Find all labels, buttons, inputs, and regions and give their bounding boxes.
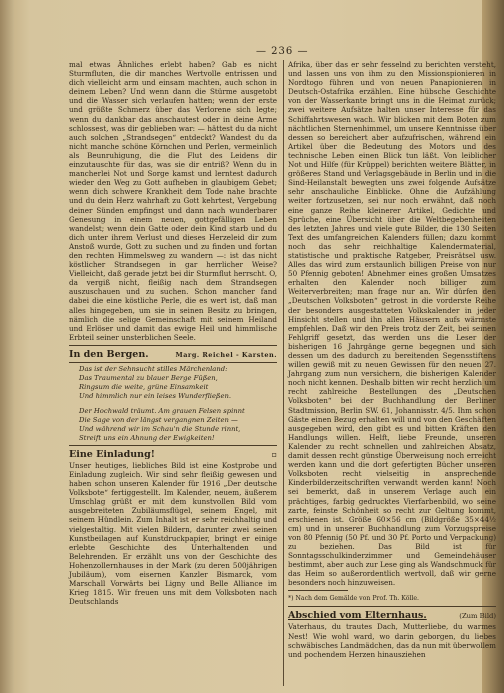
ornament-icon: ▫ [271, 449, 277, 459]
section-rule [69, 362, 277, 363]
poem-line: Ringsum die weite, grüne Einsamkeit [79, 382, 209, 391]
poem-author: Marg. Reichel - Karsten. [175, 350, 277, 359]
section-rule [69, 445, 277, 446]
farewell-heading [288, 609, 496, 622]
left-column [69, 60, 277, 606]
farewell-tag: (Zum Bild) [459, 612, 496, 621]
page-number: — 236 — [256, 46, 309, 57]
invite-paragraph: Unser heutiges, liebliches Bild ist eine Kostprobe und Einladung zugleich. Wir sind sehr fleißig gewesen und haben schon unseren Kalender für 1916 „Der deutsche Volksbote“ fertiggestellt. Im Kalender, neuem, äußerem Umschlag grüßt er mit dem kunstvollen Bild vom ausgebreiteten Zubiläumsflügel, seinem Engel, mit seinem Hündlein. Zum Inhalt ist er sehr reichhaltig und vielgestaltig. Mit vielen Bildern, darunter zwei seinen Kunstbeilagen auf Kunstdruckpapier, bringt er einige erlebte Geschichte des Unterhaltenden und Belehrenden. Er erzählt uns von der Geschichte des Hohenzollernhauses in der Mark (zu deren 500jährigen Jubiläum), vom eisernen Kanzler Bismarck, vom Marschall Vorwärts bei Ligny und Belle Alliance im Krieg 1815. Wir freuen uns mit dem Volksboten nach Deutschlands [69, 460, 277, 607]
section-rule [69, 345, 277, 346]
poem-line: Der Hochwald träumt. Am grauen Felsen spinnt [79, 406, 245, 415]
right-column [288, 60, 496, 659]
page-left-edge [0, 0, 14, 693]
poem-line: Und himmlich nur ein leises Wunderfließen. [79, 391, 232, 400]
main-paragraph: Afrika, über das er sehr fesselnd zu berichten versteht, und lassen uns von ihm zu den Missionspionieren in Nordtogo führen und von neuen Panapionieren in Deutsch-Ostafrika erzählen. Eine hübsche Geschichte von der Wasserkante bringt uns in die Heimat zurück; zwei weitere Aufsätze halten unser Interesse für das Schiffahrtswesen wach. Wir blicken mit dem Boten zum nächtlichen Sternenhimmel, um unsere Kenntnisse über dessen so bereichert aber aufzufrischen, während ein Artikel über die Bedeutung des Motors und des technische Leben einen Blick tun läßt. Von leiblicher Not und Hilfe (für Krüppel) berichten weitere Blätter, in größeres Stand und Verlagsgebäude in Berlin und in die Sind-Heilanstalt bewegten uns zwei folgende Aufsätze sehr anschauliche Einblicke. Ohne die Aufzählung weiter fortzusetzen, sei nur noch erwähnt, daß noch eine ganze Reihe kleinerer Artikel, Gedichte und Sprüche, eine Übersicht über die Weltbegebenheiten des letzten Jahres und viele gute Bilder, die 130 Seiten Text des umfangreichen Kalenders füllen; dazu kommt noch das sehr reichhaltige Kalendermaterial, statistische und praktische Ratgeber, Preisrätsel usw. Alles das wird zum erstaunlich billigen Preise von nur 50 Pfennig geboten! Abnehmer eines großen Umsatzes erhalten den Kalender noch billiger zum Weiterverbreiten; man frage nur an. Wir dürfen den „Deutschen Volksboten“ getrost in die vorderste Reihe der besonders ausgestatteten Volkskalender in jeder Hinsicht stellen und ihn allen Häusern aufs wärmste empfehlen. Daß wir den Preis trotz der Zeit, bei seinen Fehlgriff gesetzt, das werden uns die Leser der bisherigen 16 Jahrgänge gerne begegnen und sich dessen um des dadurch zu bereitenden Segensstiftens willen gewiß mit zu neuen Gewissen für den neuen 27. Jahrgang zum nun versichern, die bisherigen Kalender noch nicht kennen. Deshalb bitten wir recht herzlich um recht zahlreiche Bestellungen des „Deutschen Volksboten“ bei der Buchhandlung der Berliner Stadtmission, Berlin SW. 61, Johannisstr. 4/5. Ihm schon Gäste einen Bezug erhalten will und von den Geschäften ausgegeben wird, den gibt es und bitten Kräften den Handlungs willen. Helft, liebe Freunde, unseren Kalender zu recht schnellen und zahlreichen Absatz, damit dessen recht günstige Überweisung noch erreicht werden kann und die dort gefertigten Bücher unseren Volksboten recht vielseitig in ansprechende Kinderbilderzeitschriften verwandt werden kann! Noch sei bemerkt, daß in unserem Verlage auch ein prächtiges, farbig gedrucktes Vierfarbenbild, wo seine zarte, feinste Schönheit so recht zur Geltung kommt, erschienen ist. Größe 60×56 cm (Bildgröße 35×44½ cm) und in unserer Buchhandlung zum Vorzugspreise von 80 Pfennig (50 Pf. und 30 Pf. Porto und Verpackung) zu beziehen. Das Bild ist für Sonntagsschulkinderzimmer und Gemeindehäuser bestimmt, aber auch zur Lese ging als Wandschmuck für das Heim so außerordentlich wertvoll, daß wir gerne besonders noch hinzuweisen. [288, 60, 496, 588]
farewell-paragraph: Vaterhaus, du trautes Dach, Mutterliebe, du warmes Nest! Wie wohl ward, wo darin geborgen, du liebes schwäbisches Landmädchen, das da nun mit überwollem und pochendem Herzen hinausziehen [288, 622, 496, 659]
poem-line: Und während wir im Schau'n die Stunde rinnt, [79, 424, 241, 433]
farewell-title: Abschied vom Elternhaus. [288, 610, 427, 622]
poem-line: Streift uns ein Ahnung der Ewigkeiten! [79, 433, 215, 442]
column-divider [283, 60, 284, 686]
invite-heading [69, 448, 277, 461]
invite-title: Eine Einladung! [69, 448, 155, 460]
poem-heading [69, 348, 277, 361]
poem-line: Das ist der Sehnsucht stilles Märchenland: [79, 364, 228, 373]
poem-line: Das Traumental zu blauer Berge Füßen, [79, 373, 218, 382]
footnote-rule [288, 590, 348, 591]
poem [79, 365, 277, 443]
footnote: *) Nach dem Gemälde von Prof. Th. Kölle. [288, 595, 420, 603]
section-rule [288, 606, 496, 607]
poem-line: Die Sage von der längst vergangnen Zeiten — [79, 415, 238, 424]
poem-title: In den Bergen. [69, 348, 149, 360]
intro-paragraph: mal etwas Ähnliches erlebt haben? Gab es nicht Sturmfluten, die dir manches Wertvolle entrissen und dich vielleicht arm und einsam machten, auch schon in deinem Leben? Und wenn dann die Stürme ausgetobt und die Wasser sich verlaufen hatten; wenn der erste und größte Schmerz über das Verlorene sich legte; wenn du dankbar das anschautest oder in deine Arme schlossest, was dir geblieben war: — hättest du da nicht auch solchen „Strandsegen“ entdeckt? Wandest du da nicht manche schöne Körnchen und Perlen, vermeinlich als Beunruhigung, die die Flut des Leidens dir einzutauschte für das, was sie dir entriß? Wenn du in mancherlei Not und Sorge kamst und lerntest dadurch wieder den Weg zu Gott aufheben in glaubigem Gebet; wenn dich schwere Krankheit dem Tode nahe brachte und du dein Herz wahrhaft zu Gott kehrtest, Vergebung deiner Sünden empfingst und dann nach wunderbarer Genesung in einem neuen, gottgefälligen Leben wandelst; wenn dein Gatte oder dein Kind starb und du dich unter ihrem Verlust und dieses Herzeleid dir zum Anstoß wurde, Gott zu suchen und zu finden und fortan den rechten Himmelsweg zu wandern —: ist das nicht köstlicher Strandsegen in gar herrlicher Weise? Vielleicht, daß gerade jetzt bei dir Sturmflut herrscht. O, da vergiß nicht, fleißig nach dem Strandsegen auszuschauen und zu suchen. Schon mancher fand dabei die eine köstliche Perle, die es wert ist, daß man alles hingegeben, um sie in seinen Besitz zu bringen, nämlich die selige Gemeinschaft mit seinem Heiland und Erlöser und damit das ewige Heil und himmlische Erbteil seiner unsterblichen Seele. [69, 60, 277, 342]
